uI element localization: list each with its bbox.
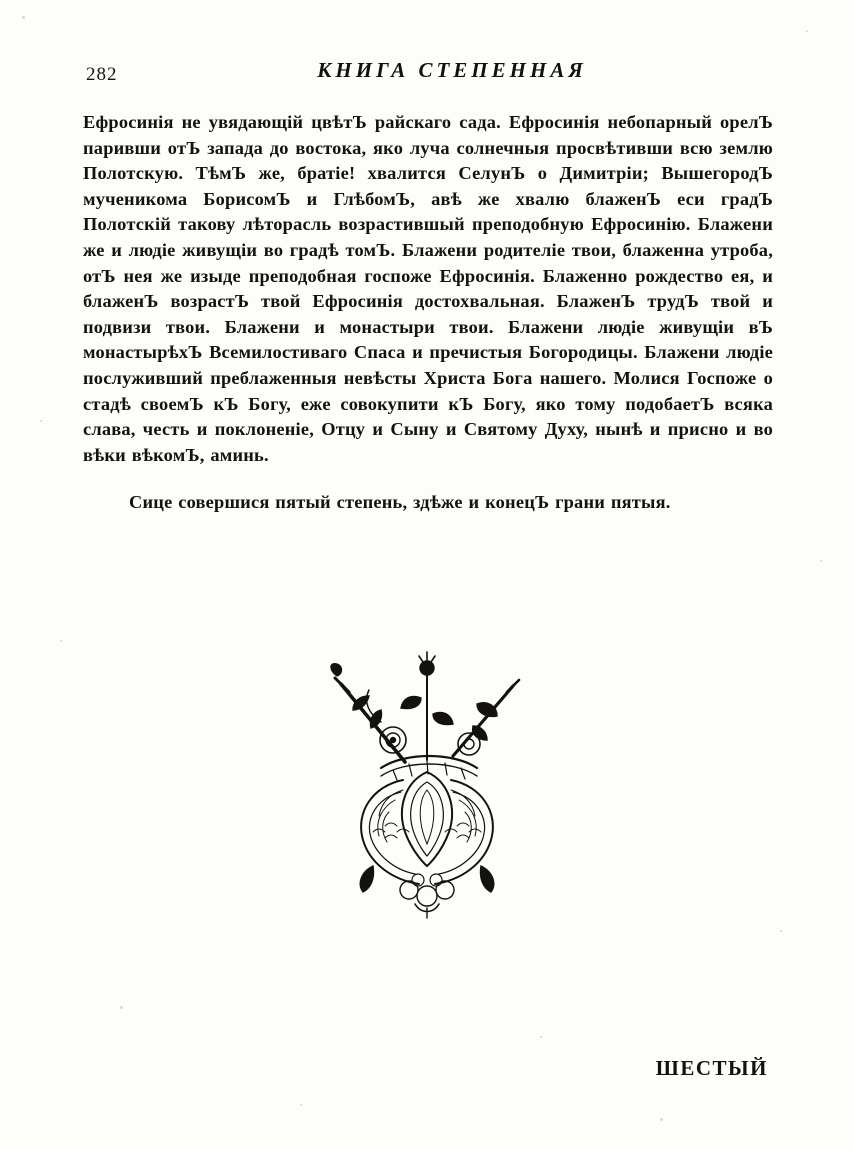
closing-text-tail: пятыя. <box>610 492 671 513</box>
paragraph-main: Ефросинія не увядающій цвѣтЪ райскаго сада. Ефросинія небопарный орелЪ паривши отЪ запада до востока, яко луча солнечныя просвѣтивши всю землю Полотскую. ТѣмЪ же, братіе! хвалится СелунЪ о Димитріи; ВышегородЪ мученикома БорисомЪ и ГлѣбомЪ, авѣ же хвалю блаженЪ еси градЪ Полотскій такову лѣторасль возрастившый преподобную Ефросинію. Блажени же и людіе живущіи во градѣ томЪ. Блажени родителіе твои, блаженна утроба, отЪ нея же изыде преподобная госпоже Ефросинія. Блаженно рождество ея, и блаженЪ возрастЪ твой Ефросинія достохвальная. БлаженЪ трудЪ твой и подвизи твои. Блажени и монастыри твои. Блажени людіе живущіи вЪ монастырѣхЪ Всемилостиваго Спаса и пречистыя Богородицы. Блажени людіе послуживший преблаженныя невѣсты Христа Бога нашего. Молися Госпоже о стадѣ своемЪ кЪ Богу, еже совокупити кЪ Богу, яко тому подобаетЪ всяка слава, честь и поклоненіе, Отцу и Сыну и Святому Духу, нынѣ и присно и во вѣки вѣкомЪ, аминь. <box>83 112 773 465</box>
catchword: ШЕСТЫЙ <box>655 1056 768 1080</box>
paragraph-closing <box>83 490 773 516</box>
folio-number: 282 <box>86 64 118 85</box>
page-header <box>80 58 784 90</box>
body-text-block <box>83 110 773 516</box>
closing-text: Сице совершися пятый степень, здѣже и конецЪ грани <box>129 492 611 513</box>
running-title: КНИГА СТЕПЕННАЯ <box>317 58 587 82</box>
ornament-container <box>0 640 854 940</box>
engraved-vignette-icon <box>277 640 577 940</box>
